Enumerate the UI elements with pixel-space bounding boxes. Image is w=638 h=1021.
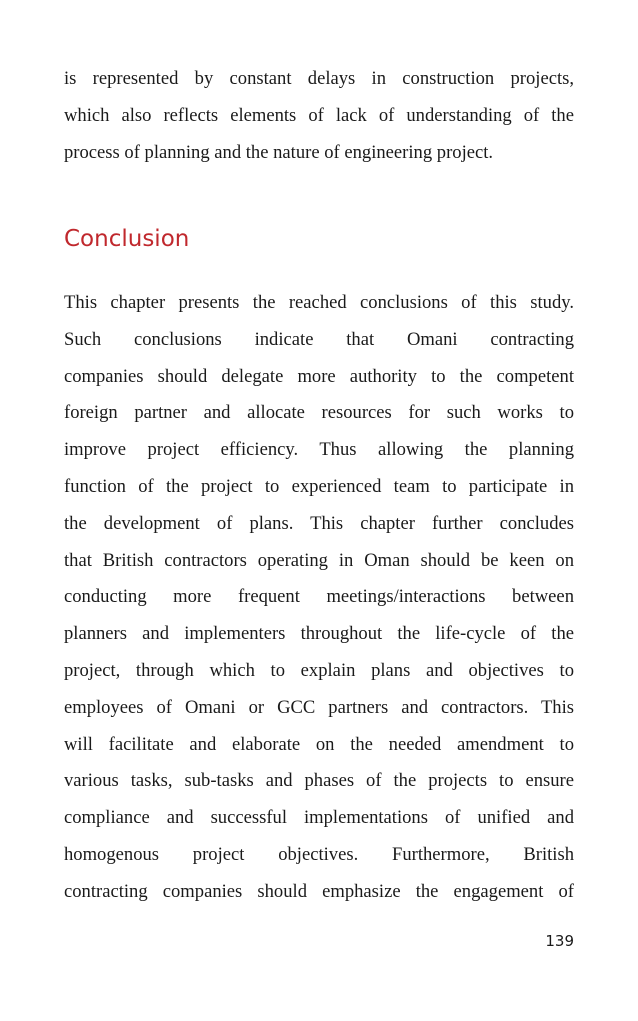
continuation-paragraph: [64, 61, 574, 171]
paragraph-line: function of the project to experienced team to participate in: [64, 475, 574, 497]
paragraph-line: companies should delegate more authority to the competent: [64, 365, 574, 387]
paragraph-line: planners and implementers throughout the life-cycle of the: [64, 623, 574, 645]
paragraph-line: compliance and successful implementations of unified and: [64, 807, 574, 829]
paragraph-line: which also reflects elements of lack of understanding of the: [64, 104, 574, 126]
paragraph-line: conducting more frequent meetings/interactions between: [64, 586, 574, 608]
paragraph-line: that British contractors operating in Oman should be keen on: [64, 549, 574, 571]
paragraph-line: various tasks, sub-tasks and phases of the projects to ensure: [64, 770, 574, 792]
conclusion-paragraph: [64, 285, 574, 911]
paragraph-line: process of planning and the nature of engineering project.: [64, 141, 494, 163]
paragraph-line: homogenous project objectives. Furthermore, British: [64, 843, 574, 865]
paragraph-line: employees of Omani or GCC partners and contractors. This: [64, 696, 574, 718]
paragraph-line: will facilitate and elaborate on the needed amendment to: [64, 733, 574, 755]
paragraph-line: contracting companies should emphasize the engagement of: [64, 880, 574, 902]
paragraph-line: project, through which to explain plans and objectives to: [64, 659, 574, 681]
paragraph-line: foreign partner and allocate resources for such works to: [64, 402, 574, 424]
paragraph-line: the development of plans. This chapter further concludes: [64, 512, 574, 534]
paragraph-line: This chapter presents the reached conclusions of this study.: [64, 292, 574, 313]
page-number: 139: [545, 932, 574, 950]
paragraph-line: Such conclusions indicate that Omani contracting: [64, 328, 574, 350]
section-heading: Conclusion: [64, 226, 190, 252]
paragraph-line: is represented by constant delays in construction projects,: [64, 68, 574, 89]
paragraph-line: improve project efficiency. Thus allowing the planning: [64, 439, 574, 461]
